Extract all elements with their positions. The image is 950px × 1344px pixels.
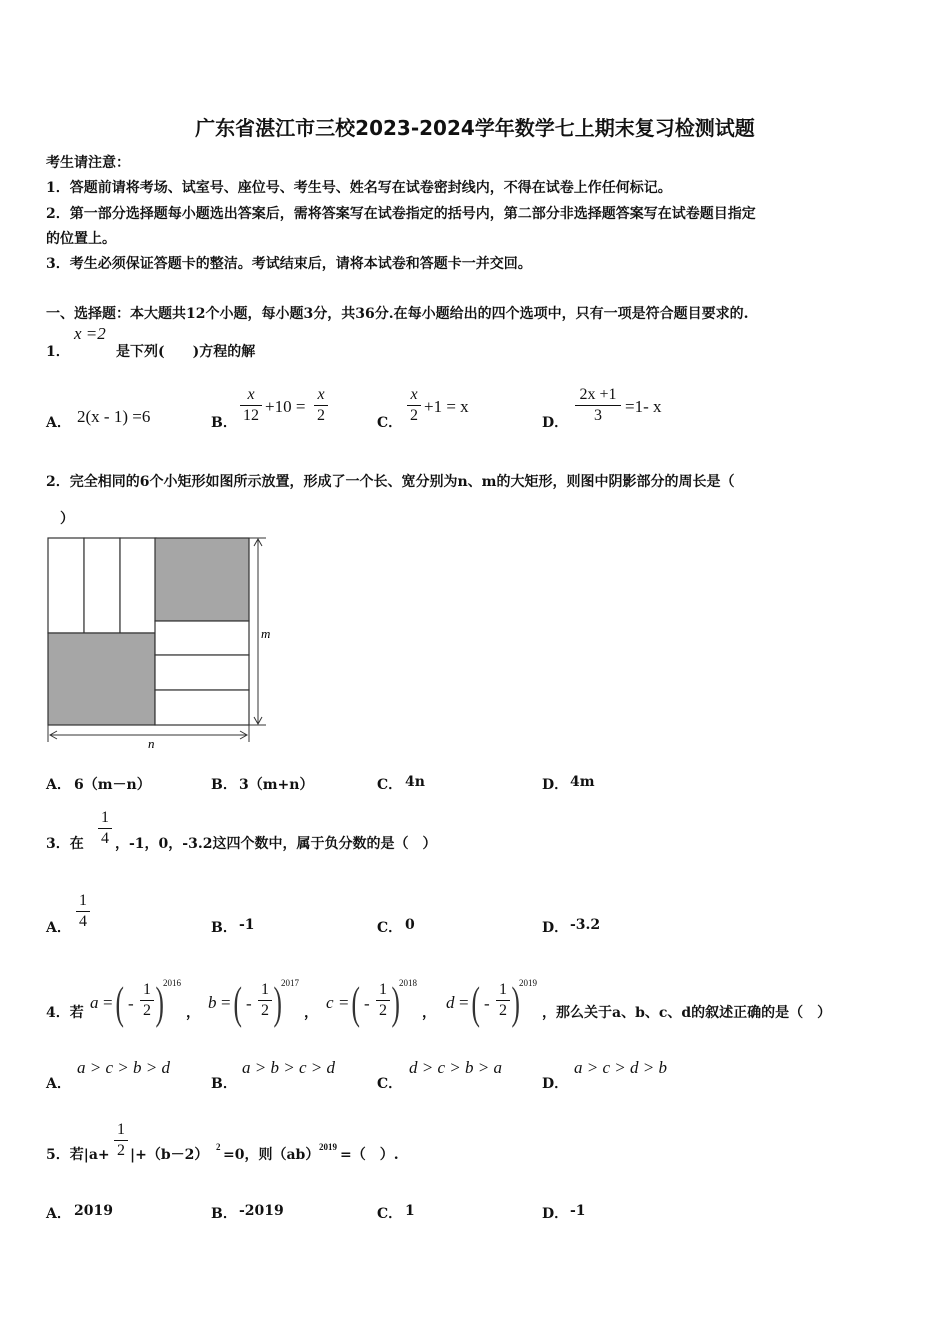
q2-text: 2．完全相同的6个小矩形如图所示放置，形成了一个长、宽分别为n、m的大矩形，则图中阴影部分的周长是（: [46, 474, 735, 490]
q5-label-d: D．: [542, 1206, 569, 1222]
q4-b-eq: =: [221, 993, 231, 1012]
q4-c-lparen: (: [351, 977, 360, 1028]
q3-option-c: 0: [405, 917, 415, 933]
q5-exp-1: 2: [216, 1142, 221, 1152]
q4-a-rparen: ): [155, 977, 164, 1028]
q4-a-frac: 1 2: [140, 981, 154, 1020]
q4-d-var: d: [446, 993, 455, 1012]
q4-text: ，那么关于a、b、c、d的叙述正确的是（ ）: [542, 1005, 832, 1021]
q5-label-b: B．: [211, 1206, 237, 1222]
q4-b-var: b: [208, 993, 217, 1012]
q1-b-frac1: x 12: [240, 386, 262, 425]
q4-option-d: a > c > d > b: [574, 1058, 667, 1077]
q4-a-lparen: (: [115, 977, 124, 1028]
shaded-rect-top: [155, 538, 249, 621]
notice-line-2a: 2．第一部分选择题每小题选出答案后，需将答案写在试卷指定的括号内，第二部分非选择题答案写在试卷题目指定: [46, 206, 756, 222]
q5-label-c: C．: [377, 1206, 403, 1222]
notice-heading: 考生请注意：: [46, 155, 130, 171]
q4-d-frac: 1 2: [496, 981, 510, 1020]
q3-option-d: -3.2: [570, 917, 601, 933]
q1-c-rest: +1 = x: [424, 397, 469, 416]
q3-label-c: C．: [377, 920, 403, 936]
q3-text: ，-1，0，-3.2这四个数中，属于负分数的是（ ）: [115, 836, 437, 852]
q1-label-a: A．: [46, 415, 71, 431]
q2-option-b: 3（m+n）: [239, 777, 314, 793]
small-rect-3: [120, 538, 156, 633]
page-title: 广东省湛江市三校2023-2024学年数学七上期末复习检测试题: [195, 116, 755, 140]
q4-c-minus: -: [364, 994, 370, 1013]
q5-mid: |+（b－2）: [130, 1147, 209, 1163]
q4-a-eq: =: [103, 993, 113, 1012]
q4-b-rparen: ): [273, 977, 282, 1028]
q4-d-exp: 2019: [519, 978, 537, 988]
q1-d-frac: 2x +1 3: [575, 386, 621, 425]
q4-c-exp: 2018: [399, 978, 417, 988]
q4-label-b: B．: [211, 1076, 237, 1092]
q5-mid2: =0，则（ab）: [223, 1147, 320, 1163]
q2-option-a: 6（m－n）: [74, 777, 151, 793]
small-rect-4: [155, 621, 249, 655]
q5-prefix: 5．若|a+: [46, 1147, 110, 1163]
q1-label-d: D．: [542, 415, 569, 431]
q1-b-mid: +10 =: [265, 397, 306, 416]
q4-label-a: A．: [46, 1076, 71, 1092]
q4-option-c: d > c > b > a: [409, 1058, 502, 1077]
q4-c-rparen: ): [391, 977, 400, 1028]
q1-label-c: C．: [377, 415, 403, 431]
q5-label-a: A．: [46, 1206, 71, 1222]
q4-b-frac: 1 2: [258, 981, 272, 1020]
q4-label-c: C．: [377, 1076, 403, 1092]
section-heading: 一、选择题：本大题共12个小题，每小题3分，共36分.在每小题给出的四个选项中，只有一项是符合题目要求的.: [46, 306, 749, 322]
q1-d-rest: =1- x: [625, 397, 662, 416]
q4-option-a: a > c > b > d: [77, 1058, 170, 1077]
q4-b-lparen: (: [233, 977, 242, 1028]
q2-label-c: C．: [377, 777, 403, 793]
q4-d-minus: -: [484, 994, 490, 1013]
q5-option-b: -2019: [239, 1203, 284, 1219]
q3-option-a: 1 4: [76, 892, 90, 931]
notice-line-3: 3．考生必须保证答题卡的整洁。考试结束后，请将本试卷和答题卡一并交回。: [46, 256, 532, 272]
q4-comma-1: ，: [186, 1005, 200, 1021]
q2-label-a: A．: [46, 777, 71, 793]
q4-d-rparen: ): [511, 977, 520, 1028]
q4-d-lparen: (: [471, 977, 480, 1028]
q2-close: ）: [60, 511, 74, 527]
q3-label-b: B．: [211, 920, 237, 936]
q1-text: 是下列( )方程的解: [116, 344, 256, 360]
q4-comma-2: ，: [304, 1005, 318, 1021]
q4-a-exp: 2016: [163, 978, 181, 988]
q4-c-frac: 1 2: [376, 981, 390, 1020]
q2-option-c: 4n: [405, 774, 425, 790]
q3-prefix: 3．在: [46, 836, 84, 852]
shaded-rect-bottom: [48, 633, 155, 725]
q1-c-frac: x 2: [407, 386, 421, 425]
q1-math: x =2: [74, 324, 106, 343]
q1-b-frac2: x 2: [314, 386, 328, 425]
q1-label-b: B．: [211, 415, 237, 431]
notice-line-1: 1．答题前请将考场、试室号、座位号、考生号、姓名写在试卷密封线内，不得在试卷上作任何标记。: [46, 180, 672, 196]
q4-a-var: a: [90, 993, 99, 1012]
q5-end: =（ ）.: [340, 1147, 399, 1163]
q4-label-d: D．: [542, 1076, 569, 1092]
small-rect-2: [84, 538, 120, 633]
q4-c-var: c: [326, 993, 334, 1012]
small-rect-5: [155, 655, 249, 690]
q4-comma-3: ，: [422, 1005, 436, 1021]
q4-prefix: 4．若: [46, 1005, 84, 1021]
q4-d-eq: =: [459, 993, 469, 1012]
label-n: n: [148, 736, 155, 750]
q2-label-d: D．: [542, 777, 569, 793]
q2-label-b: B．: [211, 777, 237, 793]
q4-c-eq: =: [339, 993, 349, 1012]
q2-option-d: 4m: [570, 774, 595, 790]
q3-label-a: A．: [46, 920, 71, 936]
q2-rectangle-figure: [40, 530, 280, 750]
q4-b-exp: 2017: [281, 978, 299, 988]
label-m: m: [261, 626, 271, 641]
q1-number: 1．: [46, 344, 70, 360]
q1-option-a: 2(x - 1) =6: [77, 407, 151, 426]
q4-a-minus: -: [128, 994, 134, 1013]
small-rect-1: [48, 538, 84, 633]
small-rect-6: [155, 690, 249, 725]
q4-b-minus: -: [246, 994, 252, 1013]
notice-line-2b: 的位置上。: [46, 231, 116, 247]
q5-exp-2: 2019: [319, 1142, 337, 1152]
q3-label-d: D．: [542, 920, 569, 936]
q5-option-c: 1: [405, 1203, 415, 1219]
q3-option-b: -1: [239, 917, 255, 933]
q5-option-d: -1: [570, 1203, 586, 1219]
q4-option-b: a > b > c > d: [242, 1058, 335, 1077]
q5-option-a: 2019: [74, 1203, 113, 1219]
q3-fraction: 1 4: [98, 809, 112, 848]
q5-fraction: 1 2: [114, 1121, 128, 1160]
